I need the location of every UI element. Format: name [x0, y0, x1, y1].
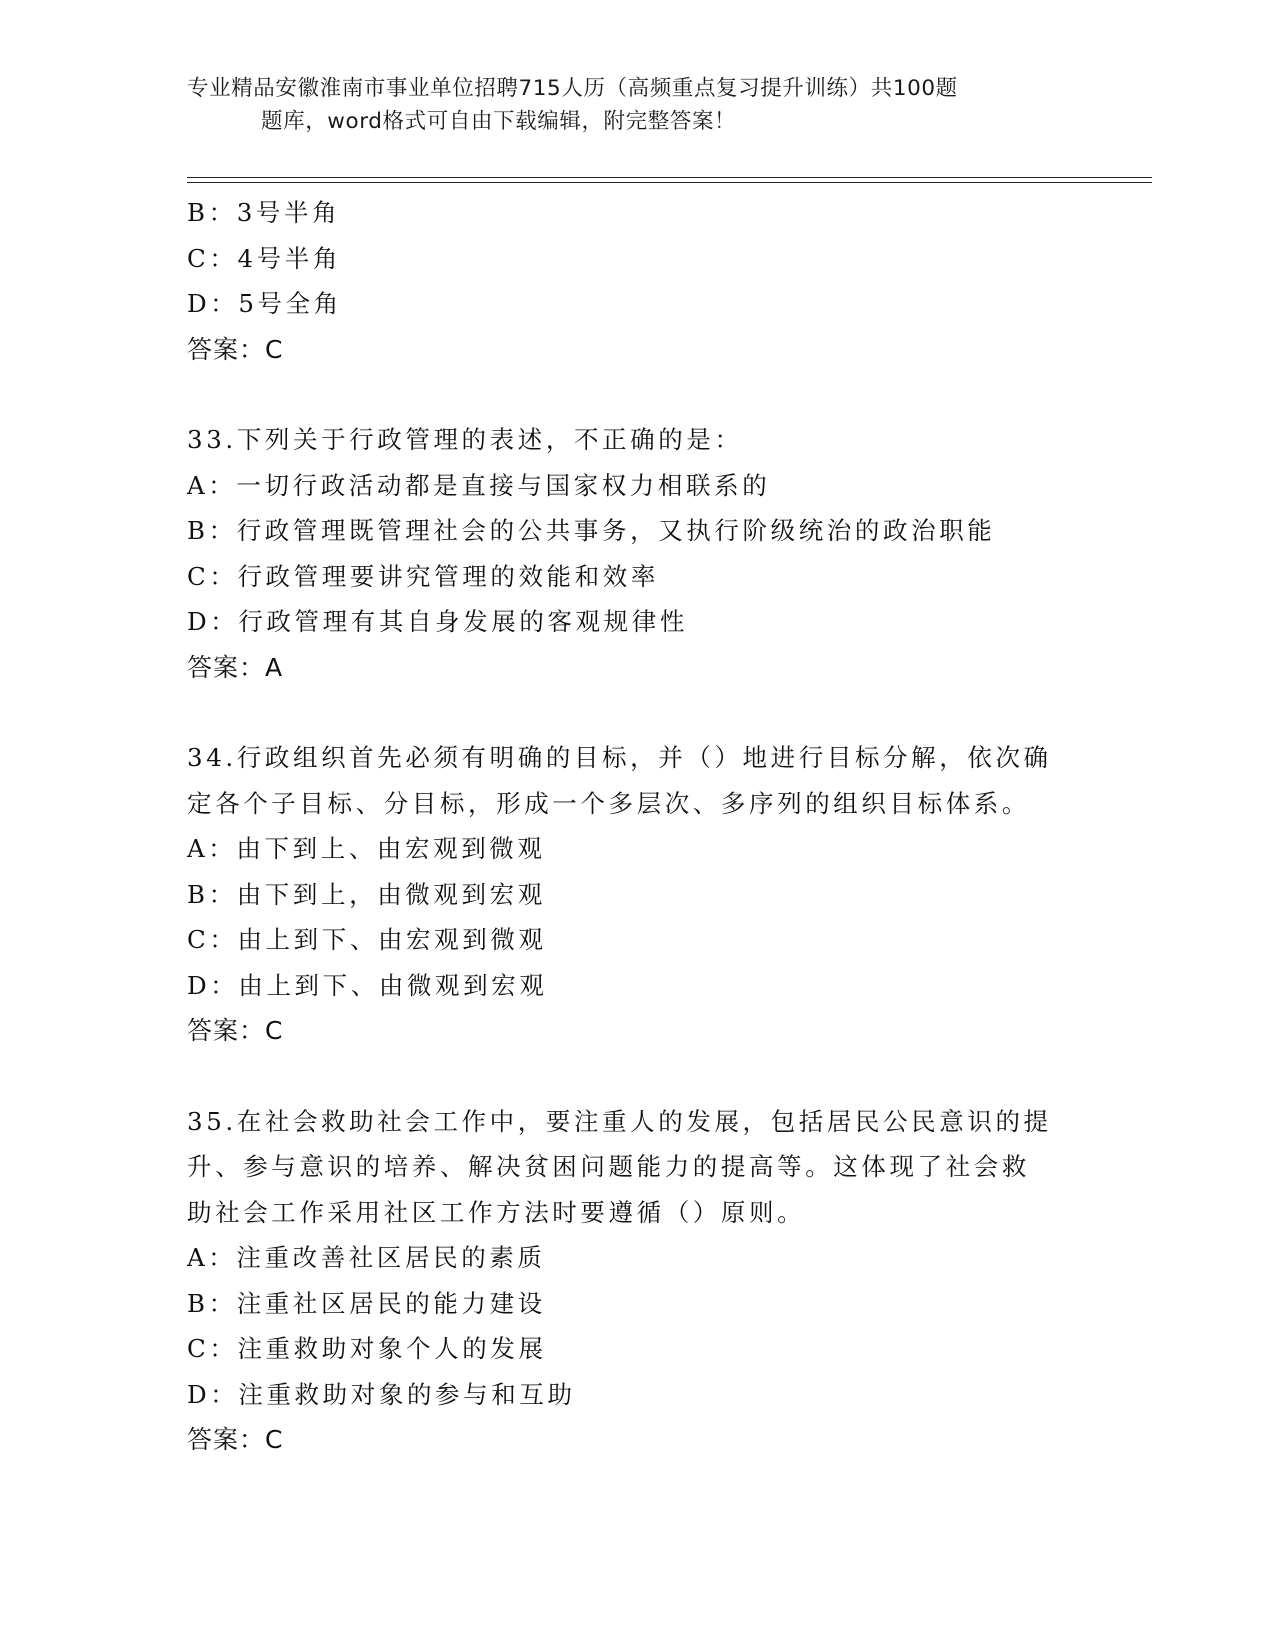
page-header	[187, 72, 1067, 138]
option-d: D：注重救助对象的参与和互助	[187, 1379, 576, 1409]
header-title-line1: 专业精品安徽淮南市事业单位招聘715人历（高频重点复习提升训练）共100题	[187, 76, 958, 101]
option-c: C：行政管理要讲究管理的效能和效率	[187, 561, 659, 591]
option-c: C：4号半角	[187, 243, 341, 273]
option-b: B：3号半角	[187, 198, 341, 227]
option-a: A：一切行政活动都是直接与国家权力相联系的	[187, 470, 771, 500]
answer-line: 答案：C	[187, 334, 284, 364]
spacer	[187, 1054, 1087, 1099]
option-d: D：行政管理有其自身发展的客观规律性	[187, 607, 688, 636]
option-b: B：注重社区居民的能力建设	[187, 1288, 546, 1318]
question-32-tail	[187, 190, 1087, 372]
question-33	[187, 417, 1087, 690]
option-b: B：由下到上，由微观到宏观	[187, 879, 546, 909]
header-divider-bottom	[187, 182, 1152, 183]
question-stem: 33.下列关于行政管理的表述，不正确的是：	[187, 425, 743, 454]
option-a: A：注重改善社区居民的素质	[187, 1243, 546, 1272]
question-35	[187, 1099, 1087, 1463]
option-c: C：注重救助对象个人的发展	[187, 1334, 547, 1363]
question-stem-line-1: 34.行政组织首先必须有明确的目标，并（）地进行目标分解，依次确	[187, 743, 1052, 772]
question-stem-line-2: 升、参与意识的培养、解决贫困问题能力的提高等。这体现了社会救	[187, 1152, 1030, 1181]
option-c: C：由上到下、由宏观到微观	[187, 925, 547, 954]
option-d: D：由上到下、由微观到宏观	[187, 970, 548, 1000]
question-34	[187, 735, 1087, 1054]
header-title-line2: 题库，word格式可自由下载编辑，附完整答案！	[261, 109, 737, 134]
option-b: B：行政管理既管理社会的公共事务，又执行阶级统治的政治职能	[187, 516, 996, 545]
header-divider-top	[187, 177, 1152, 178]
answer-line: 答案：A	[187, 652, 284, 682]
answer-line: 答案：C	[187, 1016, 284, 1045]
spacer	[187, 690, 1087, 735]
question-stem-line-3: 助社会工作采用社区工作方法时要遵循（）原则。	[187, 1197, 806, 1227]
option-a: A：由下到上、由宏观到微观	[187, 834, 546, 863]
answer-line: 答案：C	[187, 1425, 284, 1454]
spacer	[187, 372, 1087, 417]
question-stem-line-1: 35.在社会救助社会工作中，要注重人的发展，包括居民公民意识的提	[187, 1106, 1052, 1136]
question-stem-line-2: 定各个子目标、分目标，形成一个多层次、多序列的组织目标体系。	[187, 788, 1030, 818]
option-d: D：5号全角	[187, 289, 342, 318]
question-list	[187, 190, 1087, 1463]
